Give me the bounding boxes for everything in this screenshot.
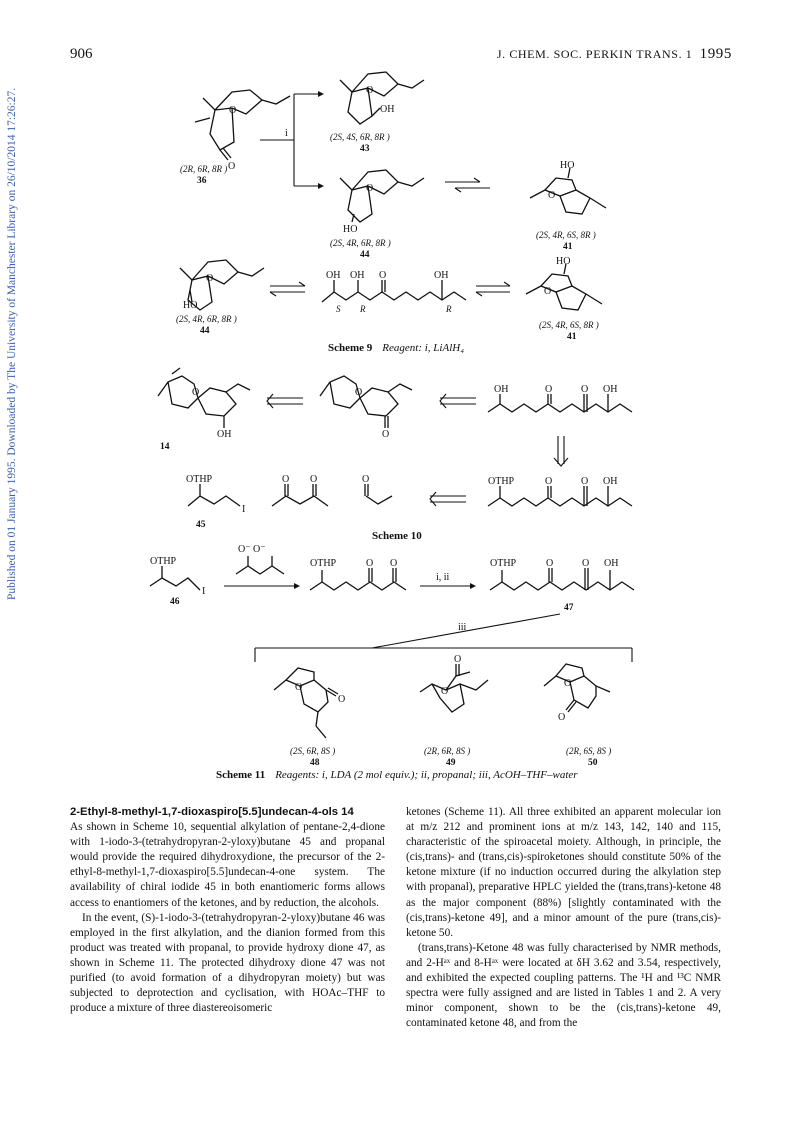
c36-config: (2R, 6R, 8R )	[180, 164, 228, 174]
o-atom: O	[548, 190, 556, 201]
oh-group: OH	[380, 104, 395, 115]
compound-44a-structure	[330, 170, 424, 260]
scheme9	[176, 72, 606, 354]
ho-group: HO	[560, 160, 575, 171]
aldehyde-o: O	[362, 474, 370, 485]
c44a-number: 44	[360, 250, 370, 260]
ho-group: HO	[556, 256, 571, 267]
ho-group: HO	[183, 300, 198, 311]
scheme10	[158, 368, 632, 542]
othp-group: OTHP	[490, 558, 517, 569]
keto-o-2: O	[310, 474, 318, 485]
propanal-structure	[362, 474, 392, 504]
protected-dione-structure	[488, 476, 632, 506]
compound-41a-structure	[530, 160, 606, 252]
stereo-r1: R	[360, 304, 366, 314]
compound-49-structure	[420, 654, 488, 768]
keto-o-2: O	[581, 384, 589, 395]
oh-group: OH	[603, 476, 618, 487]
compound-41b-structure	[526, 256, 602, 342]
journal-year: 1995	[699, 46, 732, 62]
oh-1: OH	[494, 384, 509, 395]
dianion-arrow	[224, 544, 300, 589]
carbonyl-o: O	[228, 161, 236, 172]
c50-config: (2R, 6S, 8S )	[566, 746, 612, 756]
o-atom: O	[564, 678, 572, 689]
c48-number: 48	[310, 758, 320, 768]
o-atom: O	[366, 85, 374, 96]
right-paragraph-2: (trans,trans)-Ketone 48 was fully characterised by NMR methods, and 2-Hᵃˣ and 8-Hᵃˣ were located at δH 3.62 and 3.54, respectively, and exhibited the expected coupling patterns. The ¹H and ¹³C NMR spectra were fully assigned and are listed in Tables 1 and 2. A very minor component, shown to be the (cis,trans)-ketone 49, contaminated ketone 48, and from the	[406, 941, 721, 1030]
c50-number: 50	[588, 758, 598, 768]
othp-group: OTHP	[310, 558, 337, 569]
right-paragraph-1: ketones (Scheme 11). All three exhibited an apparent molecular ion at m/z 212 and prominent ions at m/z 143, 142, 140 and 115, characteristic of the spiroacetal moiety. Although, in principle, the (cis,trans)- and (trans,cis)-spiroketones should constitute 50% of the ketone mixture (if no induction occurred during the alkylation step with propanal), preparative HPLC yielded the (trans,trans)-ketone 48 as the major component (88%) [slightly contaminated with the (cis,trans)-ketone 49], and a minor amount of the pure (trans,cis)-ketone 50.	[406, 806, 721, 939]
c14-number: 14	[160, 442, 170, 452]
step2-label: iii	[458, 622, 467, 633]
o-atom: O	[229, 105, 237, 116]
equilibrium-arrows-2	[270, 282, 305, 296]
scheme9-caption-title: Scheme 9	[328, 342, 373, 354]
oh-2: OH	[350, 270, 365, 281]
page-number: 906	[70, 46, 93, 62]
scheme11-caption	[216, 769, 578, 781]
step1-label: i, ii	[436, 572, 450, 583]
keto-o-1: O	[546, 558, 554, 569]
keto-o: O	[382, 429, 390, 440]
retro-arrow-2	[440, 394, 476, 408]
scheme9-caption-reagent: Reagent: i, LiAlH₄	[382, 342, 465, 354]
ho-group: HO	[343, 224, 358, 235]
oh-1: OH	[326, 270, 341, 281]
spiroketone-structure	[320, 376, 412, 440]
body-column-left	[70, 805, 385, 1016]
c48-config: (2S, 6R, 8S )	[290, 746, 336, 756]
c41b-config: (2S, 4R, 6S, 8R )	[539, 320, 599, 330]
section-heading: 2-Ethyl-8-methyl-1,7-dioxaspiro[5.5]undecan-4-ols 14	[70, 806, 354, 818]
keto-o: O	[454, 654, 462, 665]
compound-43-structure	[330, 72, 424, 154]
step-arrow-2	[255, 614, 632, 662]
scheme9-branch-arrows	[260, 91, 324, 189]
o-atom: O	[441, 686, 449, 697]
scheme11-caption-title: Scheme 11	[216, 769, 266, 781]
open-chain-triol-ketone	[322, 270, 466, 314]
oh-group: OH	[604, 558, 619, 569]
c43-number: 43	[360, 144, 370, 154]
keto-o-1: O	[366, 558, 374, 569]
keto-o-1: O	[545, 476, 553, 487]
retro-arrow-1	[267, 394, 303, 408]
equilibrium-arrows-1	[445, 178, 490, 192]
keto-o: O	[379, 270, 387, 281]
c44b-number: 44	[200, 326, 210, 336]
compound-48-structure	[274, 668, 345, 768]
iodine-atom: I	[202, 586, 206, 597]
retro-arrow-3	[430, 492, 466, 506]
left-paragraph-2: In the event, (S)-1-iodo-3-(tetrahydropyran-2-yloxy)butane 46 was employed in the first alkylation, and the dianion formed from this product was treated with propanal, to provide hydroxy dione 47, as shown in Scheme 11. The protected dihydroxy dione 47 was not purified (to avoid formation of a dihydropyran moiety) but was subjected to deprotection and cyclisation, with HOAc–THF to produce a mixture of three diastereoisomeric	[70, 911, 385, 1015]
download-watermark: Published on 01 January 1995. Downloaded by The University of Manchester Library on 26/10/2014 17:26:27.	[6, 87, 18, 600]
reagent-mark: i	[285, 128, 288, 139]
c41a-number: 41	[563, 242, 573, 252]
othp-group: OTHP	[150, 556, 177, 567]
stereo-r2: R	[446, 304, 452, 314]
dianion-label: O⁻ O⁻	[238, 544, 266, 555]
oh-2: OH	[603, 384, 618, 395]
scheme10-caption: Scheme 10	[372, 530, 422, 542]
c46-number: 46	[170, 597, 180, 607]
compound-47-structure	[490, 558, 634, 613]
o-atom: O	[206, 273, 214, 284]
keto-o-2: O	[390, 558, 398, 569]
alkylated-dione-structure	[310, 558, 406, 590]
pentanedione-structure	[272, 474, 328, 506]
compound-36-structure	[180, 90, 290, 186]
c49-number: 49	[446, 758, 456, 768]
compound-14-structure	[158, 368, 250, 452]
iodine-atom: I	[242, 504, 246, 515]
keto-o: O	[558, 712, 566, 723]
o-atom: O	[192, 387, 200, 398]
scheme11-caption-reagents: Reagents: i, LDA (2 mol equiv.); ii, propanal; iii, AcOH–THF–water	[275, 769, 578, 781]
keto-o-1: O	[282, 474, 290, 485]
oh-3: OH	[434, 270, 449, 281]
compound-46-structure	[150, 556, 205, 607]
keto-o: O	[338, 694, 346, 705]
c47-number: 47	[564, 603, 574, 613]
c49-config: (2R, 6R, 8S )	[424, 746, 471, 756]
c36-number: 36	[197, 176, 207, 186]
c44a-config: (2S, 4R, 6R, 8R )	[330, 238, 391, 248]
o-atom: O	[366, 183, 374, 194]
oh-group: OH	[217, 429, 232, 440]
stereo-s: S	[336, 304, 341, 314]
compound-50-structure	[544, 664, 611, 768]
equilibrium-arrows-3	[476, 282, 510, 296]
o-atom: O	[295, 682, 303, 693]
c44b-config: (2S, 4R, 6R, 8R )	[176, 314, 237, 324]
c45-number: 45	[196, 520, 206, 530]
keto-o-2: O	[582, 558, 590, 569]
scheme9-caption	[328, 342, 464, 354]
c41a-config: (2S, 4R, 6S, 8R )	[536, 230, 596, 240]
step-arrow-1	[420, 572, 476, 589]
compound-45-structure	[186, 474, 245, 530]
keto-o-1: O	[545, 384, 553, 395]
body-column-right	[406, 805, 721, 1031]
othp-group: OTHP	[186, 474, 213, 485]
keto-o-2: O	[581, 476, 589, 487]
compound-44b-structure	[176, 260, 264, 336]
dihydroxydione-structure	[488, 384, 632, 412]
retro-arrow-down	[554, 436, 568, 466]
o-atom: O	[355, 387, 363, 398]
journal-name: J. CHEM. SOC. PERKIN TRANS. 1	[496, 47, 693, 61]
c43-config: (2S, 4S, 6R, 8R )	[330, 132, 390, 142]
o-atom: O	[544, 286, 552, 297]
othp-group: OTHP	[488, 476, 515, 487]
scheme11	[150, 544, 634, 781]
c41b-number: 41	[567, 332, 577, 342]
left-paragraph-1: As shown in Scheme 10, sequential alkylation of pentane-2,4-dione with 1-iodo-3-(tetrahydropyran-2-yloxy)butane 45 and propanal would provide the required dihydroxydione, the precursor of the 2-ethyl-8-methyl-1,7-dioxaspiro[5.5]undecan-4-one system. The availability of chiral iodide 45 in both enantiomeric forms allows access to enantiomers of the ketones, and by reduction, the alcohols.	[70, 821, 385, 909]
